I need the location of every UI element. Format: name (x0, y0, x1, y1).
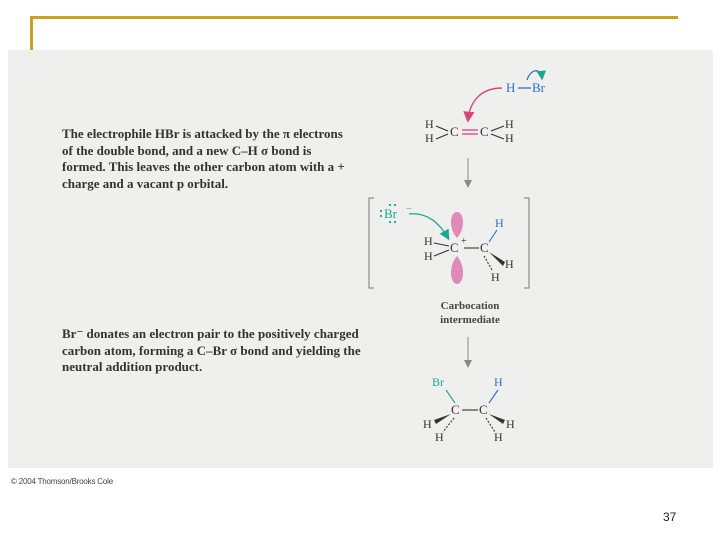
bromide-label: Br (384, 206, 397, 221)
alkene-c-right: C (480, 124, 489, 139)
intermediate-h-added: H (495, 216, 504, 230)
carbocation-h-upper: H (424, 234, 433, 248)
alkene-h-tl: H (425, 117, 434, 131)
product-c-left: C (451, 402, 460, 417)
step2-description: Br⁻ donates an electron pair to the positively charged carbon atom, forming a C–Br σ bond and yielding the neutral addition product. (62, 326, 361, 374)
carbocation-c: C (450, 240, 459, 255)
alkene-c-left: C (450, 124, 459, 139)
intermediate-c-right: C (480, 240, 489, 255)
p-orbital-upper-lobe (451, 212, 463, 238)
alkene-h-br: H (505, 131, 514, 145)
carbocation-h-lower: H (424, 249, 433, 263)
product-h-right-bottom: H (494, 430, 503, 444)
reagent-h-label: H (506, 80, 516, 95)
alkene-h-tr: H (505, 117, 514, 131)
bond-cleavage-arrow (527, 71, 542, 80)
p-orbital-lower-lobe (451, 256, 463, 284)
carbocation-structure (424, 212, 514, 284)
reagent-br-label: Br (532, 80, 545, 95)
bromide-ion (380, 204, 412, 223)
product-br: Br (432, 375, 444, 389)
hbr-reagent (506, 71, 546, 95)
product-h-left: H (423, 417, 432, 431)
alkene-h-bl: H (425, 131, 434, 145)
product-h-left-bottom: H (435, 430, 444, 444)
pi-attack-arrow (468, 88, 502, 120)
intermediate-h-right: H (505, 257, 514, 271)
product-h-right: H (506, 417, 515, 431)
intermediate-label-line1: Carbocation (440, 300, 500, 312)
carbocation-charge: + (461, 236, 467, 247)
intermediate-label-line2: intermediate (440, 314, 500, 326)
page-number: 37 (663, 510, 677, 524)
product-h-added: H (494, 375, 503, 389)
product-c-right: C (479, 402, 488, 417)
bromide-charge: − (406, 204, 412, 215)
alkene-structure (425, 117, 514, 145)
intermediate-h-bottom: H (491, 270, 500, 284)
copyright-notice: © 2004 Thomson/Brooks Cole (11, 477, 113, 486)
step1-description: The electrophile HBr is attacked by the π electrons of the double bond, and a new C–H σ bond is formed. This leaves the other carbon atom with a + charge and a vacant p orbital. (62, 126, 345, 191)
product-structure (423, 375, 515, 444)
